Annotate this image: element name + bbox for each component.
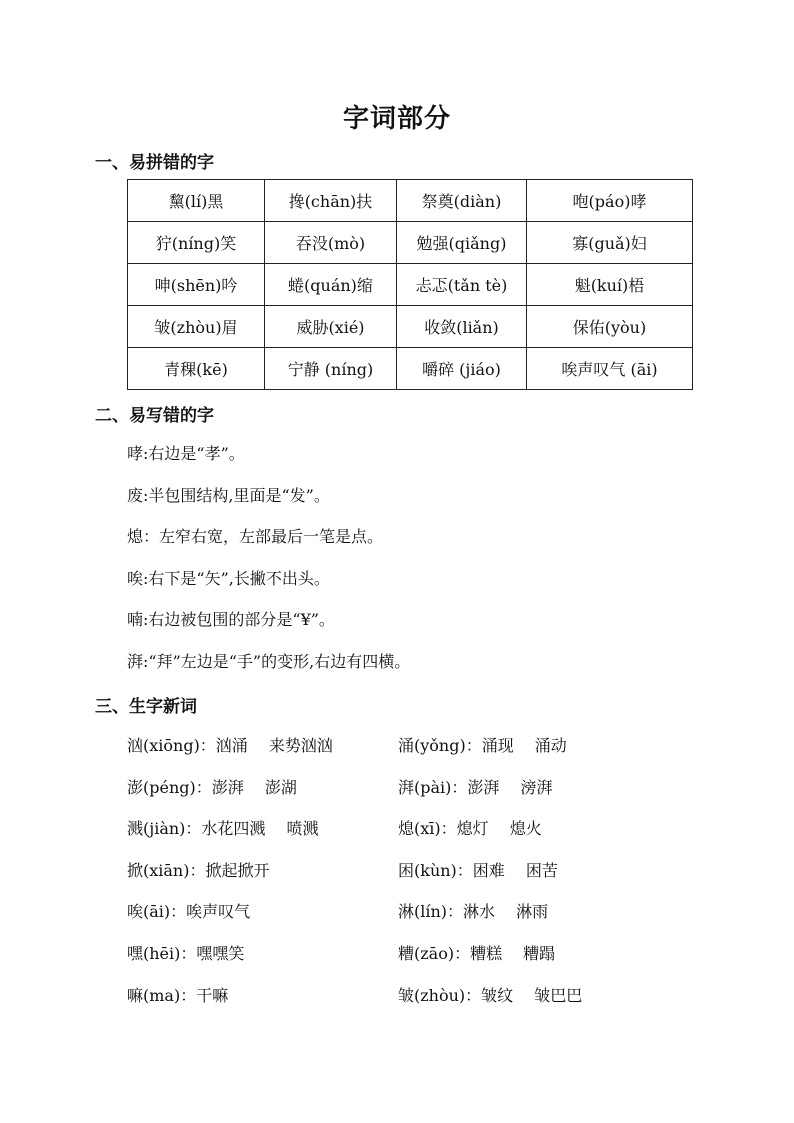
table-cell: 宁静 (níng) [265,348,397,390]
list-item [127,891,727,933]
word-entry: 困(kùn)：困难 困苦 [398,860,558,880]
list-item: 唉:右下是“矢”,长撇不出头。 [127,568,330,588]
table-row [128,264,693,306]
list-item: 湃:“拜”左边是“手”的变形,右边有四横。 [127,651,411,671]
table-cell: 魁(kuí)梧 [527,264,693,306]
table-cell: 搀(chān)扶 [265,180,397,222]
table-cell: 呻(shēn)吟 [128,264,265,306]
table-cell: 咆(páo)哮 [527,180,693,222]
pinyin-table [127,179,693,390]
writing-notes-list [127,433,410,683]
table-cell: 狞(níng)笑 [128,222,265,264]
list-item: 喃:右边被包围的部分是“¥”。 [127,610,335,630]
table-cell: 黧(lí)黑 [128,180,265,222]
table-cell: 青稞(kē) [128,348,265,390]
word-entry: 汹(xiōng)：汹涌 来势汹汹 [127,736,333,755]
word-entry: 湃(pài)：澎湃 滂湃 [398,777,553,797]
word-entry: 唉(āi)：唉声叹气 [127,902,251,922]
list-item [127,975,727,1017]
list-item [127,933,727,975]
table-cell: 忐忑(tǎn tè) [397,264,527,306]
word-entry: 溅(jiàn)：水花四溅 喷溅 [127,819,319,839]
list-item [127,767,727,809]
table-cell: 威胁(xié) [265,306,397,348]
table-cell: 唉声叹气 (āi) [527,348,693,390]
word-entry: 嘛(ma)：干嘛 [127,985,229,1005]
word-entry: 澎(péng)：澎湃 澎湖 [127,777,297,797]
list-item [127,808,727,850]
table-cell: 皱(zhòu)眉 [128,306,265,348]
table-cell: 蜷(quán)缩 [265,264,397,306]
table-row [128,306,693,348]
word-entry: 嘿(hēi)：嘿嘿笑 [127,943,245,963]
list-item: 废:半包围结构,里面是“发”。 [127,485,330,505]
list-item: 哮:右边是“孝”。 [127,444,245,463]
word-entry: 涌(yǒng)：涌现 涌动 [398,736,567,755]
list-item [127,725,727,767]
table-cell: 嚼碎 (jiáo) [397,348,527,390]
page-title: 字词部分 [342,104,451,134]
word-entry: 熄(xī)：熄灯 熄火 [398,819,542,839]
list-item: 熄：左窄右宽，左部最后一笔是点。 [127,527,384,547]
table-cell: 祭奠(diàn) [397,180,527,222]
new-words-list [127,725,727,1016]
table-cell: 保佑(yòu) [527,306,693,348]
table-row [128,180,693,222]
table-cell: 吞没(mò) [265,222,397,264]
table-cell: 寡(guǎ)妇 [527,222,693,264]
section-heading-new-words: 三、生字新词 [95,697,197,717]
table-cell: 收敛(liǎn) [397,306,527,348]
word-entry: 皱(zhòu)：皱纹 皱巴巴 [398,985,583,1005]
section-heading-pinyin: 一、易拼错的字 [95,153,214,173]
table-cell: 勉强(qiǎng) [397,222,527,264]
table-row [128,348,693,390]
section-heading-writing: 二、易写错的字 [95,406,214,426]
list-item [127,850,727,892]
table-row [128,222,693,264]
word-entry: 淋(lín)：淋水 淋雨 [398,902,549,922]
word-entry: 掀(xiān)：掀起掀开 [127,860,270,880]
word-entry: 糟(zāo)：糟糕 糟蹋 [398,943,556,963]
